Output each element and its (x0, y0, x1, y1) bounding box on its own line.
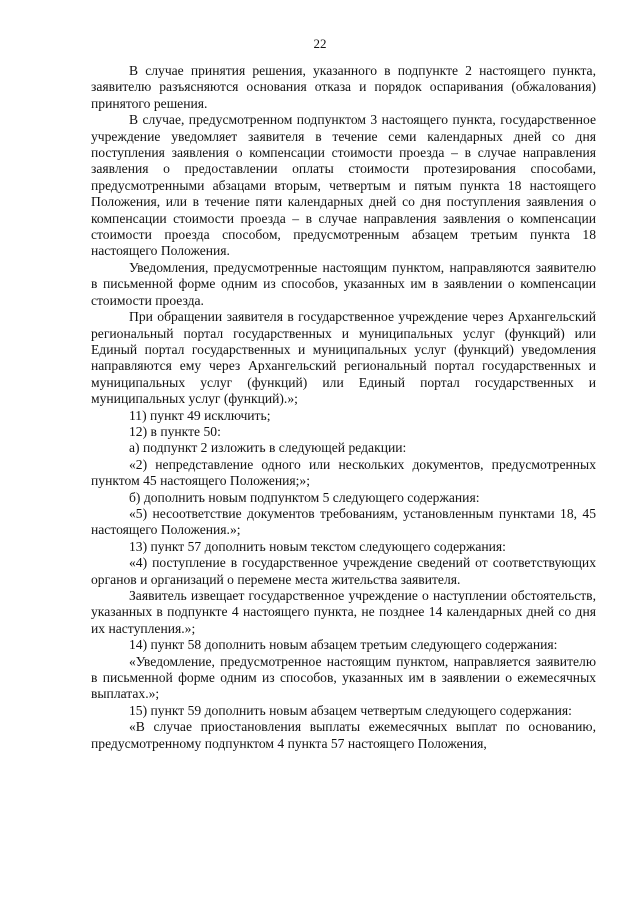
list-item: 13) пункт 57 дополнить новым текстом следующего содержания: (129, 538, 506, 554)
list-item: 15) пункт 59 дополнить новым абзацем четвертым следующего содержания: (129, 702, 572, 718)
page-number: 22 (313, 36, 327, 51)
paragraph: В случае, предусмотренном подпунктом 3 настоящего пункта, государственное учреждение уведомляет заявителя в течение семи календарных дней со дня поступления заявления о компенсации стоимости проезда – в случае направления заявления о предоставлении оплаты стоимости протезирования способами, предусмотренными абзацами вторым, четвертым и пятым пункта 18 настоящего Положения, или в течение пяти календарных дней со дня поступления заявления о компенсации стоимости проезда – в случае направления заявления о компенсации стоимости проезда способом, предусмотренным абзацем третьим пункта 18 настоящего Положения. (91, 112, 596, 259)
paragraph: «Уведомление, предусмотренное настоящим пунктом, направляется заявителю в письменной форме одним из способов, указанных им в заявлении о ежемесячных выплатах.»; (91, 653, 596, 702)
paragraph: «4) поступление в государственное учреждение сведений от соответствующих органов и организаций о перемене места жительства заявителя. (91, 555, 596, 587)
paragraph: «5) несоответствие документов требованиям, установленным пунктами 18, 45 настоящего Положения.»; (91, 505, 596, 538)
list-item: 14) пункт 58 дополнить новым абзацем третьим следующего содержания: (129, 637, 558, 653)
paragraph: При обращении заявителя в государственное учреждение через Архангельский региональный портал государственных и муниципальных услуг (функций) или Единый портал государственных и муниципальных услуг (функций) уведомления направляются ему через Архангельский региональный портал государственных и муниципальных услуг (функций) или Единый портал государственных и муниципальных услуг (функций).»; (91, 309, 596, 407)
list-item: 11) пункт 49 исключить; (129, 407, 271, 423)
list-item: а) подпункт 2 изложить в следующей редакции: (129, 440, 407, 456)
list-item: б) дополнить новым подпунктом 5 следующего содержания: (129, 489, 480, 505)
paragraph: «2) непредставление одного или нескольких документов, предусмотренных пунктом 45 настоящего Положения;»; (91, 456, 596, 489)
document-body (91, 63, 596, 752)
list-item: 12) в пункте 50: (129, 423, 221, 439)
paragraph: Уведомления, предусмотренные настоящим пунктом, направляются заявителю в письменной форме одним из способов, указанных им в заявлении о компенсации стоимости проезда. (91, 259, 596, 308)
paragraph: В случае принятия решения, указанного в подпункте 2 настоящего пункта, заявителю разъясняются основания отказа и порядок оспаривания (обжалования) принятого решения. (91, 63, 596, 111)
paragraph: «В случае приостановления выплаты ежемесячных выплат по основанию, предусмотренному подпунктом 4 пункта 57 настоящего Положения, (91, 719, 596, 751)
paragraph: Заявитель извещает государственное учреждение о наступлении обстоятельств, указанных в подпункте 4 настоящего пункта, не позднее 14 календарных дней со дня их наступления.»; (91, 588, 596, 636)
